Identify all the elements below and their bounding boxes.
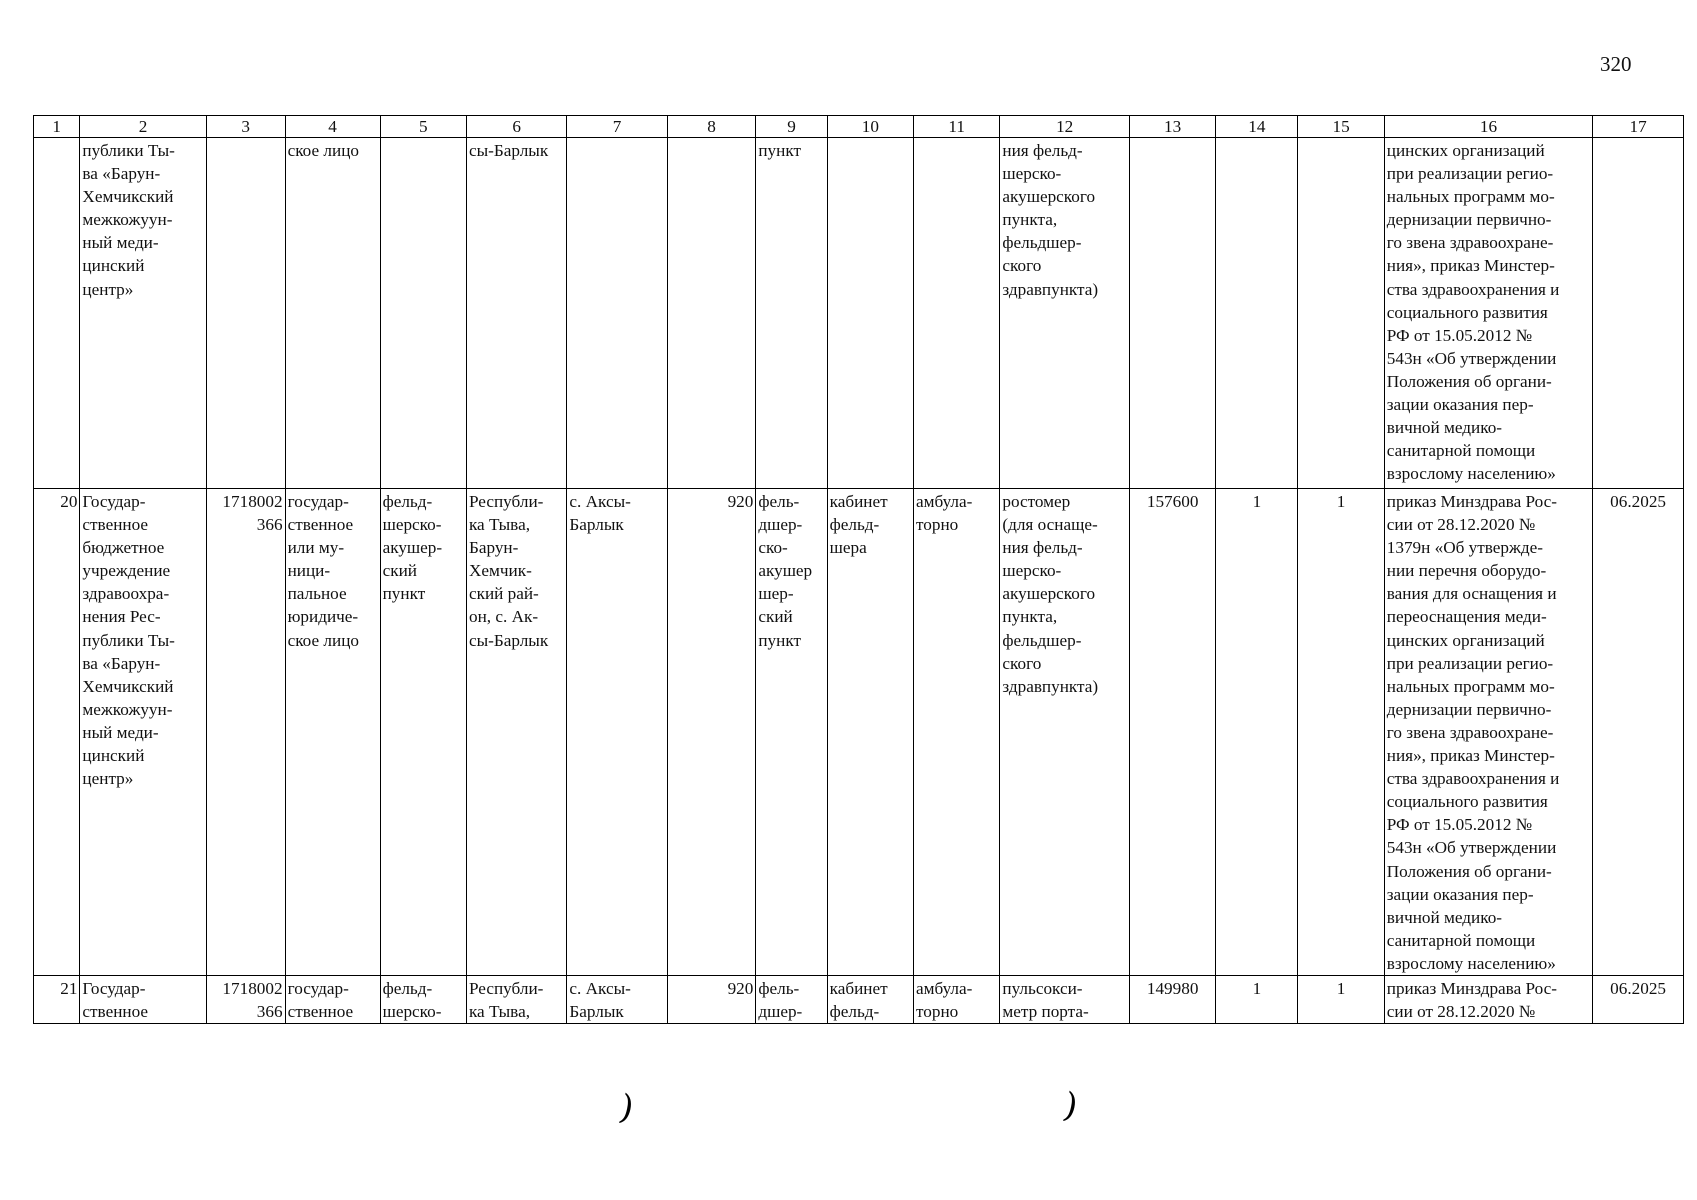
cell-text: кабинет фельд- bbox=[829, 978, 888, 1022]
table-cell-col-5 bbox=[380, 975, 466, 1023]
cell-text: ское лицо bbox=[287, 141, 359, 160]
cell-text: 1718002 366 bbox=[222, 978, 283, 1022]
table-cell-col-11 bbox=[914, 975, 1000, 1023]
cell-text: с. Аксы- Барлык bbox=[569, 492, 631, 535]
cell-text: 920 bbox=[727, 492, 754, 511]
table-cell-col-2 bbox=[80, 489, 206, 976]
cell-text: ния фельд- шерско- акушерского пункта, фельдшер- ского здравпункта) bbox=[1002, 141, 1099, 299]
page-number: 320 bbox=[1600, 52, 1632, 76]
cell-text: пункт bbox=[758, 141, 801, 160]
table-cell-col-5 bbox=[380, 138, 466, 489]
table-cell-col-4 bbox=[285, 138, 380, 489]
table-cell-col-1 bbox=[34, 975, 80, 1023]
table-cell-col-3 bbox=[206, 138, 285, 489]
table-cell-col-14 bbox=[1216, 975, 1298, 1023]
cell-text: 920 bbox=[727, 978, 754, 998]
cell-text: Республи- ка Тыва, bbox=[468, 978, 544, 1022]
column-header-11: 11 bbox=[914, 116, 1000, 138]
table-cell-col-17 bbox=[1593, 489, 1684, 976]
cell-text: государ- ственное bbox=[287, 978, 354, 1022]
column-header-15: 15 bbox=[1298, 116, 1384, 138]
table-cell-col-5 bbox=[380, 489, 466, 976]
table-row bbox=[34, 975, 1684, 1023]
pen-mark-left: ) bbox=[615, 1087, 638, 1129]
cell-text: 157600 bbox=[1146, 492, 1199, 511]
table-cell-col-2 bbox=[80, 138, 206, 489]
cell-text: с. Аксы- Барлык bbox=[569, 978, 631, 1022]
cell-text: Республи- ка Тыва, Барун- Хемчик- ский рай- он, с. Ак- сы-Барлык bbox=[468, 492, 549, 650]
cell-text: Государ- ственное bbox=[82, 978, 149, 1022]
cell-text: приказ Минздрава Рос- сии от 28.12.2020 № 1379н «Об утвержде- нии перечня оборудо- вания для оснащения и переоснащения меди- цинских организаций при реализации регио- нальных программ мо- дернизации первично- го звена здравоохране- ния», приказ Минстер- ства здравоохранения и социального развития РФ от 15.05.2012 № 543н «Об утверждении Положения об органи- зации оказания пер- вичной медико- санитарной помощи взрослому населению» bbox=[1386, 492, 1560, 973]
table-cell-col-14 bbox=[1216, 138, 1298, 489]
column-header-16: 16 bbox=[1384, 116, 1592, 138]
table-cell-col-6 bbox=[466, 489, 566, 976]
cell-text: амбула- торно bbox=[916, 492, 973, 535]
column-header-17: 17 bbox=[1593, 116, 1684, 138]
column-header-2: 2 bbox=[80, 116, 206, 138]
table-cell-col-16 bbox=[1384, 138, 1592, 489]
table-row bbox=[34, 489, 1684, 976]
cell-text: 06.2025 bbox=[1610, 978, 1667, 998]
cell-text: 1718002 366 bbox=[222, 492, 283, 535]
cell-text: амбула- торно bbox=[916, 978, 973, 1022]
table-cell-col-4 bbox=[285, 489, 380, 976]
table-cell-col-15 bbox=[1298, 138, 1384, 489]
table-cell-col-1 bbox=[34, 138, 80, 489]
column-header-12: 12 bbox=[1000, 116, 1130, 138]
table-cell-col-9 bbox=[756, 138, 827, 489]
table-row bbox=[34, 138, 1684, 489]
table-cell-col-15 bbox=[1298, 489, 1384, 976]
cell-text: 1 bbox=[1336, 978, 1346, 998]
table-cell-col-4 bbox=[285, 975, 380, 1023]
cell-text: 06.2025 bbox=[1610, 492, 1667, 511]
table-cell-col-15 bbox=[1298, 975, 1384, 1023]
table-cell-col-7 bbox=[567, 975, 667, 1023]
table-cell-col-8 bbox=[667, 975, 756, 1023]
column-header-13: 13 bbox=[1129, 116, 1215, 138]
cell-text: государ- ственное или му- ници- пальное юридиче- ское лицо bbox=[287, 492, 359, 650]
table-cell-col-12 bbox=[1000, 489, 1130, 976]
table-cell-col-1 bbox=[34, 489, 80, 976]
table-cell-col-14 bbox=[1216, 489, 1298, 976]
table-cell-col-6 bbox=[466, 138, 566, 489]
table-cell-col-2 bbox=[80, 975, 206, 1023]
table-cell-col-7 bbox=[567, 489, 667, 976]
table-cell-col-16 bbox=[1384, 489, 1592, 976]
table-cell-col-6 bbox=[466, 975, 566, 1023]
cell-text: 20 bbox=[60, 492, 78, 511]
table-cell-col-9 bbox=[756, 489, 827, 976]
table-cell-col-8 bbox=[667, 138, 756, 489]
table-cell-col-17 bbox=[1593, 975, 1684, 1023]
table-cell-col-9 bbox=[756, 975, 827, 1023]
cell-text: фель- дшер- bbox=[758, 978, 803, 1022]
pen-mark-right: ) bbox=[1059, 1085, 1082, 1127]
cell-text: пульсокси- метр порта- bbox=[1002, 978, 1089, 1022]
table-cell-col-7 bbox=[567, 138, 667, 489]
table-cell-col-11 bbox=[914, 138, 1000, 489]
table-cell-col-3 bbox=[206, 975, 285, 1023]
cell-text: 149980 bbox=[1146, 978, 1199, 998]
table-cell-col-12 bbox=[1000, 138, 1130, 489]
column-header-7: 7 bbox=[567, 116, 667, 138]
table-cell-col-10 bbox=[827, 138, 913, 489]
table-cell-col-3 bbox=[206, 489, 285, 976]
column-header-9: 9 bbox=[756, 116, 827, 138]
cell-text: 1 bbox=[1336, 492, 1346, 511]
cell-text: кабинет фельд- шера bbox=[829, 492, 888, 558]
cell-text: фельд- шерско- bbox=[382, 978, 442, 1022]
header-row bbox=[34, 116, 1684, 138]
equipment-registry-table bbox=[33, 115, 1684, 1024]
cell-text: фельд- шерско- акушер- ский пункт bbox=[382, 492, 443, 604]
column-header-1: 1 bbox=[34, 116, 80, 138]
table-cell-col-13 bbox=[1129, 489, 1215, 976]
cell-text: 1 bbox=[1252, 978, 1262, 998]
cell-text: фель- дшер- ско- акушер шер- ский пункт bbox=[758, 492, 813, 650]
cell-text: ростомер (для оснаще- ния фельд- шерско- акушерского пункта, фельдшер- ского здравпункта) bbox=[1002, 492, 1099, 696]
column-header-10: 10 bbox=[827, 116, 913, 138]
column-header-8: 8 bbox=[667, 116, 756, 138]
column-header-6: 6 bbox=[466, 116, 566, 138]
table-cell-col-10 bbox=[827, 975, 913, 1023]
table-cell-col-10 bbox=[827, 489, 913, 976]
column-header-4: 4 bbox=[285, 116, 380, 138]
column-header-5: 5 bbox=[380, 116, 466, 138]
table-cell-col-8 bbox=[667, 489, 756, 976]
cell-text: сы-Барлык bbox=[468, 141, 549, 160]
table-cell-col-12 bbox=[1000, 975, 1130, 1023]
table-cell-col-17 bbox=[1593, 138, 1684, 489]
cell-text: публики Ты- ва «Барун- Хемчикский межкожуун- ный меди- цинский центр» bbox=[82, 141, 175, 299]
table-cell-col-11 bbox=[914, 489, 1000, 976]
column-header-14: 14 bbox=[1216, 116, 1298, 138]
cell-text: 1 bbox=[1252, 492, 1262, 511]
column-header-3: 3 bbox=[206, 116, 285, 138]
cell-text: 21 bbox=[60, 978, 78, 998]
cell-text: Государ- ственное бюджетное учреждение здравоохра- нения Рес- публики Ты- ва «Барун- Хемчикский межкожуун- ный меди- цинский центр» bbox=[82, 492, 175, 789]
cell-text: цинских организаций при реализации регио- нальных программ мо- дернизации первично- го звена здравоохране- ния», приказ Минстер- ства здравоохранения и социального развития РФ от 15.05.2012 № 543н «Об утверждении Положения об органи- зации оказания пер- вичной медико- санитарной помощи взрослому населению» bbox=[1386, 141, 1560, 484]
table-cell-col-16 bbox=[1384, 975, 1592, 1023]
table-cell-col-13 bbox=[1129, 975, 1215, 1023]
table-cell-col-13 bbox=[1129, 138, 1215, 489]
cell-text: приказ Минздрава Рос- сии от 28.12.2020 № bbox=[1386, 978, 1558, 1022]
